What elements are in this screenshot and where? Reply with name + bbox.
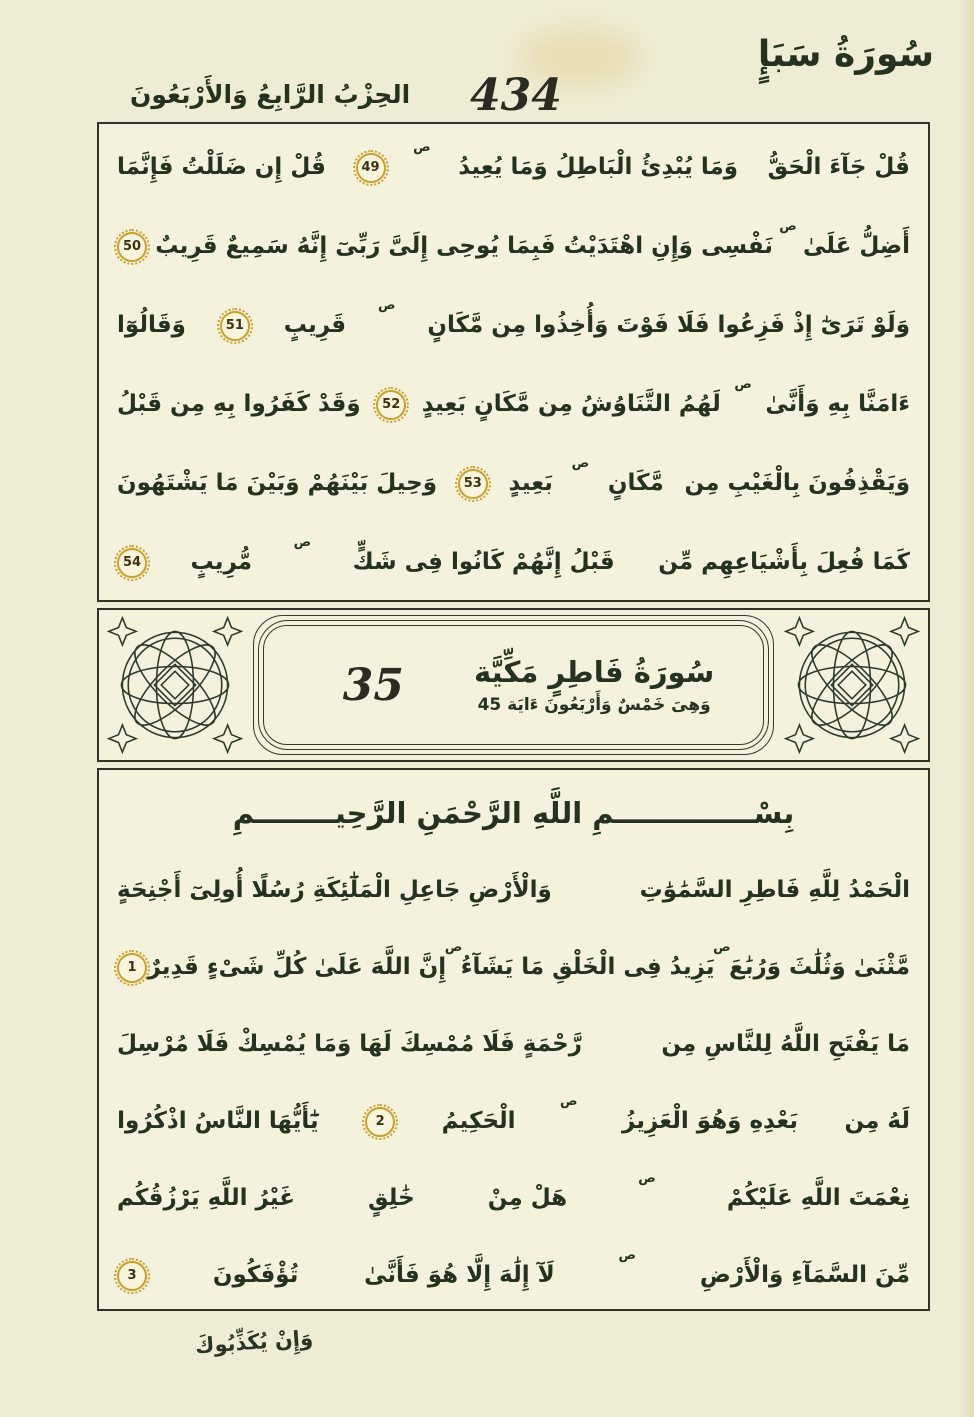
- verse-text: بَعْدِهِ وَهُوَ الْعَزِيزُ: [622, 1108, 798, 1134]
- verse-text: قُلْ جَآءَ الْحَقُّ: [767, 154, 910, 180]
- catchword: وَإِنْ يُكَذِّبُوكَ: [194, 1325, 314, 1359]
- verse-text: أَضِلُّ عَلَىٰ: [802, 233, 910, 259]
- verse-text: وَقَالُوٓا: [117, 312, 186, 338]
- verse-text: مِّنَ السَّمَآءِ وَالْأَرْضِ: [699, 1262, 910, 1288]
- verse-text: يَزِيدُ فِى الْخَلْقِ مَا يَشَآءُ: [460, 954, 715, 980]
- quran-line: [113, 1160, 914, 1237]
- verse-text: وَيَقْذِفُونَ بِالْغَيْبِ مِن: [684, 470, 910, 496]
- verse-text: مُّرِيبٍ: [190, 549, 253, 575]
- verse-number-badge: 1: [117, 953, 147, 983]
- basmala-row: [113, 774, 914, 852]
- verse-number-badge: 2: [365, 1107, 395, 1137]
- verse-text: وَالْأَرْضِ جَاعِلِ الْمَلَٰٓئِكَةِ رُسُلًا أُولِىٓ أَجْنِحَةٍ: [117, 877, 552, 903]
- pause-mark: ص: [377, 298, 396, 313]
- verse-text: يَٰٓأَيُّهَا النَّاسُ اذْكُرُوا: [117, 1108, 319, 1134]
- quran-line: [113, 1006, 914, 1083]
- verse-text: نَفْسِى: [701, 233, 774, 259]
- rosette-icon: [99, 610, 251, 760]
- verse-text: وَلَوْ تَرَىٰٓ إِذْ فَزِعُوا فَلَا فَوْتَ وَأُخِذُوا مِن مَّكَانٍ: [427, 312, 910, 338]
- pause-mark: ص: [618, 1248, 637, 1263]
- basmala-text: بِسْــــــــــــــمِ اللَّهِ الرَّحْمَنِ الرَّحِيــــــــمِ: [232, 796, 795, 830]
- verse-text: مَّثْنَىٰ وَثُلَٰثَ وَرُبَٰعَ: [729, 954, 910, 980]
- quran-line: [113, 444, 914, 523]
- quran-line: [113, 1083, 914, 1160]
- quran-line: [113, 128, 914, 207]
- verse-number-badge: 52: [376, 390, 406, 420]
- rosette-ornament-right: [99, 610, 251, 760]
- pause-mark: ص: [444, 940, 463, 955]
- verse-text: الْحَمْدُ لِلَّهِ فَاطِرِ السَّمَٰوَٰتِ: [639, 877, 910, 903]
- verse-text: مَّكَانٍ: [607, 470, 664, 496]
- quran-line: [113, 929, 914, 1006]
- pause-mark: ص: [413, 140, 431, 155]
- quran-line: [113, 1237, 914, 1314]
- saba-lines: [113, 128, 914, 602]
- verse-number-badge: 51: [220, 311, 250, 341]
- verse-text: خَٰلِقٍ: [368, 1185, 415, 1211]
- verse-text: قَرِيبٍ: [283, 312, 347, 338]
- header-surah-name: سُورَةُ سَبَإٍ: [757, 34, 934, 75]
- verse-number-badge: 3: [117, 1261, 147, 1291]
- pause-mark: ص: [779, 219, 797, 234]
- verse-text: وَإِنِ اهْتَدَيْتُ فَبِمَا يُوحِى إِلَىَّ رَبِّىٓ إِنَّهُ سَمِيعٌ قَرِيبٌ: [155, 233, 693, 259]
- pause-mark: ص: [571, 456, 590, 471]
- rosette-icon: [776, 610, 928, 760]
- verse-text: لَآ إِلَٰهَ إِلَّا هُوَ فَأَنَّىٰ: [364, 1262, 555, 1288]
- fatir-lines: [113, 852, 914, 1314]
- quran-line: [113, 207, 914, 286]
- rosette-ornament-left: [776, 610, 928, 760]
- verse-text: غَيْرُ اللَّهِ يَرْزُقُكُم: [117, 1185, 295, 1211]
- fatir-text-box: [97, 768, 930, 1311]
- verse-text: وَقَدْ كَفَرُوا بِهِ مِن قَبْلُ: [117, 391, 361, 417]
- banner-cartouche: [253, 615, 774, 755]
- pause-mark: ص: [713, 940, 731, 955]
- verse-text: وَمَا يُبْدِئُ الْبَاطِلُ وَمَا يُعِيدُ: [458, 154, 738, 180]
- surah-fatir-verse-count: وَهِىَ خَمْسٌ وَأَرْبَعُونَ ءَايَة 45: [477, 695, 711, 715]
- verse-text: لَهُمُ التَّنَاوُشُ مِن مَّكَانٍ بَعِيدٍ: [421, 391, 721, 417]
- verse-text: رَّحْمَةٍ فَلَا مُمْسِكَ لَهَا وَمَا يُمْسِكْ فَلَا مُرْسِلَ: [117, 1031, 582, 1057]
- pause-mark: ص: [734, 377, 752, 392]
- surah-fatir-title: سُورَةُ فَاطِرٍ مَكِّيَّة: [474, 655, 715, 689]
- header-hizb-label: الحِزْبُ الرَّابِعُ وَالأَرْبَعُونَ: [130, 80, 411, 109]
- verse-text: بَعِيدٍ: [508, 470, 553, 496]
- pause-mark: ص: [638, 1171, 656, 1186]
- verse-text: إِنَّ اللَّهَ عَلَىٰ كُلِّ شَىْءٍ قَدِيرٌ: [147, 954, 447, 980]
- verse-text: لَهُ مِن: [844, 1108, 910, 1134]
- verse-text: كَمَا فُعِلَ بِأَشْيَاعِهِم مِّن: [658, 549, 910, 575]
- surah-number: 35: [342, 659, 405, 711]
- pause-mark: ص: [293, 535, 312, 550]
- quran-line: [113, 286, 914, 365]
- quran-line: [113, 852, 914, 929]
- verse-text: ءَامَنَّا بِهِ وَأَنَّىٰ: [765, 391, 910, 417]
- quran-line: [113, 523, 914, 602]
- pause-mark: ص: [560, 1094, 578, 1109]
- verse-text: نِعْمَتَ اللَّهِ عَلَيْكُمْ: [726, 1185, 910, 1211]
- surah-fatir-banner: [97, 608, 930, 762]
- quran-line: [113, 365, 914, 444]
- verse-text: الْحَكِيمُ: [441, 1108, 516, 1134]
- page-edge-shadow: [958, 0, 974, 1417]
- verse-text: قَبْلُ إِنَّهُمْ كَانُوا فِى شَكٍّ: [352, 549, 615, 575]
- verse-number-badge: 53: [458, 469, 488, 499]
- saba-text-box: [97, 122, 930, 602]
- verse-number-badge: 54: [117, 548, 147, 578]
- verse-number-badge: 50: [117, 232, 147, 262]
- verse-text: مَا يَفْتَحِ اللَّهُ لِلنَّاسِ مِن: [661, 1031, 910, 1057]
- page-header: [0, 0, 974, 122]
- verse-text: هَلْ مِنْ: [487, 1185, 568, 1211]
- verse-number-badge: 49: [356, 153, 386, 183]
- verse-text: وَحِيلَ بَيْنَهُمْ وَبَيْنَ مَا يَشْتَهُونَ: [117, 470, 438, 496]
- verse-text: تُؤْفَكُونَ: [212, 1262, 299, 1288]
- verse-text: قُلْ إِن ضَلَلْتُ فَإِنَّمَا: [117, 154, 326, 180]
- page-number: 434: [470, 70, 562, 121]
